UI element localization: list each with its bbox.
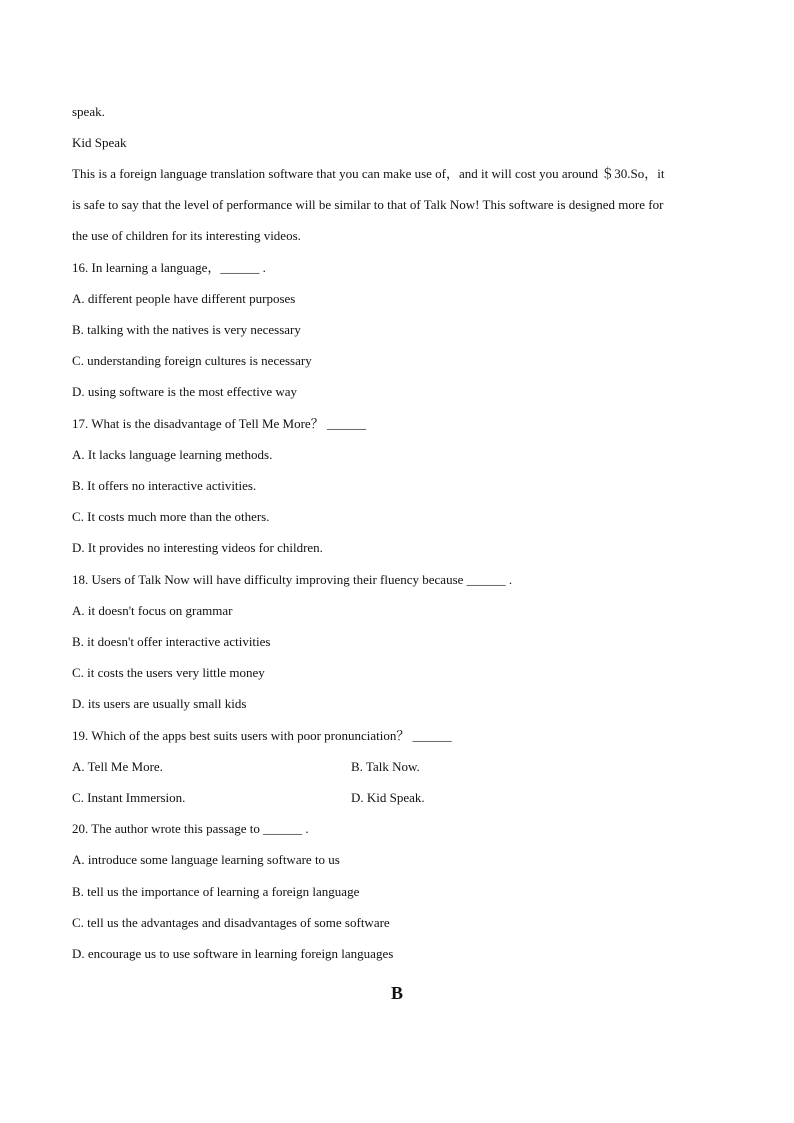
option-b: B. It offers no interactive activities. (72, 478, 257, 493)
option-a: A. It lacks language learning methods. (72, 447, 273, 462)
option-c: C. It costs much more than the others. (72, 509, 270, 524)
option-a: A. it doesn't focus on grammar (72, 603, 233, 618)
option-c: C. it costs the users very little money (72, 665, 265, 680)
question-stem: 18. Users of Talk Now will have difficulty improving their fluency because ______ . (72, 572, 513, 587)
option-d: D. Kid Speak. (351, 790, 425, 805)
passage-line-3: the use of children for its interesting videos. (72, 228, 301, 243)
question-stem: 20. The author wrote this passage to ______ . (72, 821, 309, 836)
option-b: B. talking with the natives is very necessary (72, 322, 301, 337)
option-c: C. Instant Immersion. (72, 790, 186, 805)
option-c: C. tell us the advantages and disadvantages of some software (72, 915, 390, 930)
option-b: B. it doesn't offer interactive activities (72, 634, 271, 649)
option-d: D. its users are usually small kids (72, 696, 247, 711)
option-d: D. It provides no interesting videos for children. (72, 540, 323, 555)
passage-line-1: This is a foreign language translation software that you can make use of，and it will cost you around ＄30.So，it (72, 166, 665, 181)
section-heading: B (390, 983, 403, 1003)
passage-heading: Kid Speak (72, 135, 127, 150)
option-b: B. Talk Now. (351, 759, 420, 774)
passage-line-2: is safe to say that the level of performance will be similar to that of Talk Now! This software is designed more for (72, 197, 664, 212)
passage-tail: speak. (72, 104, 105, 119)
question-stem: 17. What is the disadvantage of Tell Me More？ ______ (72, 416, 366, 431)
question-stem: 16. In learning a language，______ . (72, 260, 266, 275)
option-a: A. different people have different purposes (72, 291, 296, 306)
option-d: D. using software is the most effective way (72, 384, 298, 399)
option-a: A. Tell Me More. (72, 759, 163, 774)
option-d: D. encourage us to use software in learning foreign languages (72, 946, 394, 961)
option-b: B. tell us the importance of learning a foreign language (72, 884, 360, 899)
option-c: C. understanding foreign cultures is necessary (72, 353, 312, 368)
question-stem: 19. Which of the apps best suits users with poor pronunciation？ ______ (72, 728, 452, 743)
option-a: A. introduce some language learning software to us (72, 852, 340, 867)
